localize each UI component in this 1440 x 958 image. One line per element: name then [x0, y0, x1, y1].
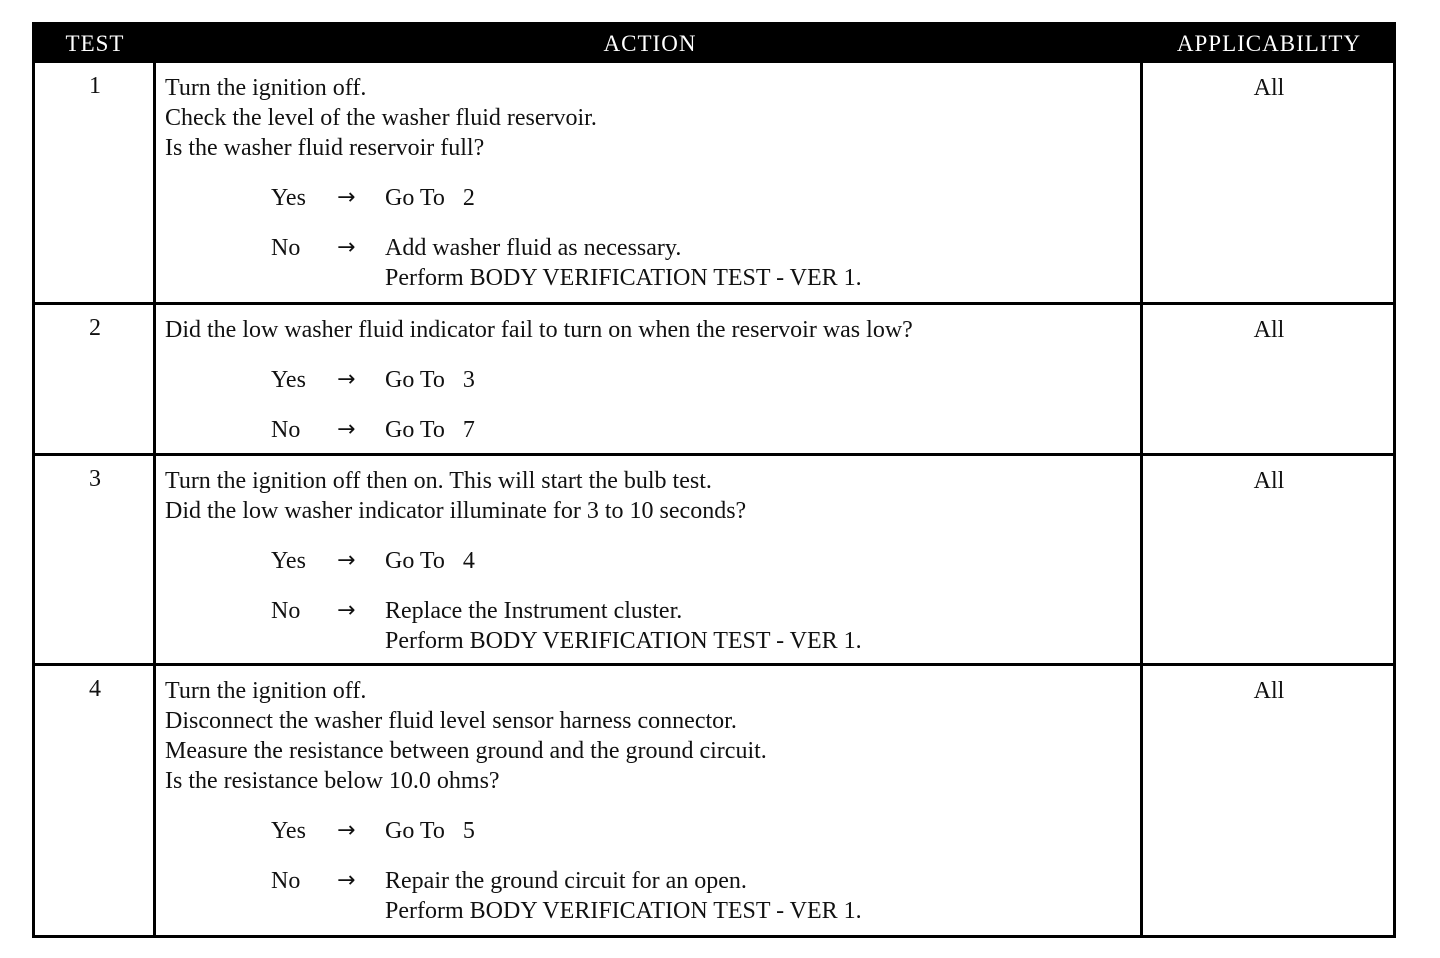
no-label: No — [271, 598, 301, 624]
test-number: 4 — [89, 676, 101, 702]
action-line: Disconnect the washer fluid level sensor harness connector. — [165, 708, 737, 734]
action-line: Measure the resistance between ground and the ground circuit. — [165, 738, 767, 764]
action-line: Did the low washer indicator illuminate for 3 to 10 seconds? — [165, 498, 747, 524]
action-cell — [165, 466, 1135, 656]
no-result — [385, 866, 862, 926]
action-cell — [165, 315, 1135, 445]
applicability-value: All — [1253, 75, 1285, 101]
no-label: No — [271, 868, 301, 894]
arrow-right-icon: → — [337, 417, 356, 442]
test-number: 3 — [89, 466, 101, 492]
yes-answer — [165, 183, 1135, 213]
table-header — [35, 25, 1393, 63]
table-row — [35, 666, 1393, 936]
action-line: Turn the ignition off. — [165, 75, 367, 101]
no-answer — [165, 415, 1135, 445]
test-number: 1 — [89, 73, 101, 99]
no-label: No — [271, 235, 301, 261]
arrow-right-icon: → — [337, 548, 356, 573]
test-number: 2 — [89, 315, 101, 341]
no-result — [385, 233, 862, 293]
yes-label: Yes — [271, 818, 306, 844]
arrow-right-icon: → — [337, 367, 356, 392]
action-cell — [165, 676, 1135, 926]
arrow-right-icon: → — [337, 598, 356, 623]
action-cell — [165, 73, 1135, 293]
yes-answer — [165, 816, 1135, 846]
yes-result: Go To 2 — [385, 185, 475, 211]
yes-result: Go To 3 — [385, 367, 475, 393]
arrow-right-icon: → — [337, 818, 356, 843]
table-row — [35, 63, 1393, 303]
no-result: Go To 7 — [385, 417, 475, 443]
no-result-line: Repair the ground circuit for an open. — [385, 868, 747, 894]
no-result-line: Perform BODY VERIFICATION TEST - VER 1. — [385, 265, 862, 291]
yes-answer — [165, 365, 1135, 395]
table-row — [35, 305, 1393, 453]
no-result-line: Replace the Instrument cluster. — [385, 598, 683, 624]
header-test: TEST — [65, 31, 125, 56]
yes-answer — [165, 546, 1135, 576]
applicability-value: All — [1253, 468, 1285, 494]
header-action: ACTION — [603, 31, 697, 56]
yes-label: Yes — [271, 548, 306, 574]
yes-label: Yes — [271, 367, 306, 393]
no-result-line: Perform BODY VERIFICATION TEST - VER 1. — [385, 898, 862, 924]
no-answer — [165, 866, 1135, 926]
action-line: Turn the ignition off then on. This will start the bulb test. — [165, 468, 712, 494]
no-label: No — [271, 417, 301, 443]
header-applicability: APPLICABILITY — [1176, 31, 1362, 56]
table-row — [35, 456, 1393, 663]
diagnostic-test-table — [32, 22, 1396, 938]
arrow-right-icon: → — [337, 235, 356, 260]
action-line: Did the low washer fluid indicator fail to turn on when the reservoir was low? — [165, 317, 913, 343]
no-answer — [165, 233, 1135, 293]
action-line: Is the washer fluid reservoir full? — [165, 135, 485, 161]
arrow-right-icon: → — [337, 185, 356, 210]
action-line: Is the resistance below 10.0 ohms? — [165, 768, 500, 794]
yes-result: Go To 5 — [385, 818, 475, 844]
no-result-line: Perform BODY VERIFICATION TEST - VER 1. — [385, 628, 862, 654]
no-answer — [165, 596, 1135, 656]
action-line: Turn the ignition off. — [165, 678, 367, 704]
no-result-line: Add washer fluid as necessary. — [385, 235, 682, 261]
arrow-right-icon: → — [337, 868, 356, 893]
applicability-value: All — [1253, 678, 1285, 704]
applicability-value: All — [1253, 317, 1285, 343]
yes-result: Go To 4 — [385, 548, 475, 574]
action-line: Check the level of the washer fluid reservoir. — [165, 105, 597, 131]
yes-label: Yes — [271, 185, 306, 211]
no-result — [385, 596, 862, 656]
